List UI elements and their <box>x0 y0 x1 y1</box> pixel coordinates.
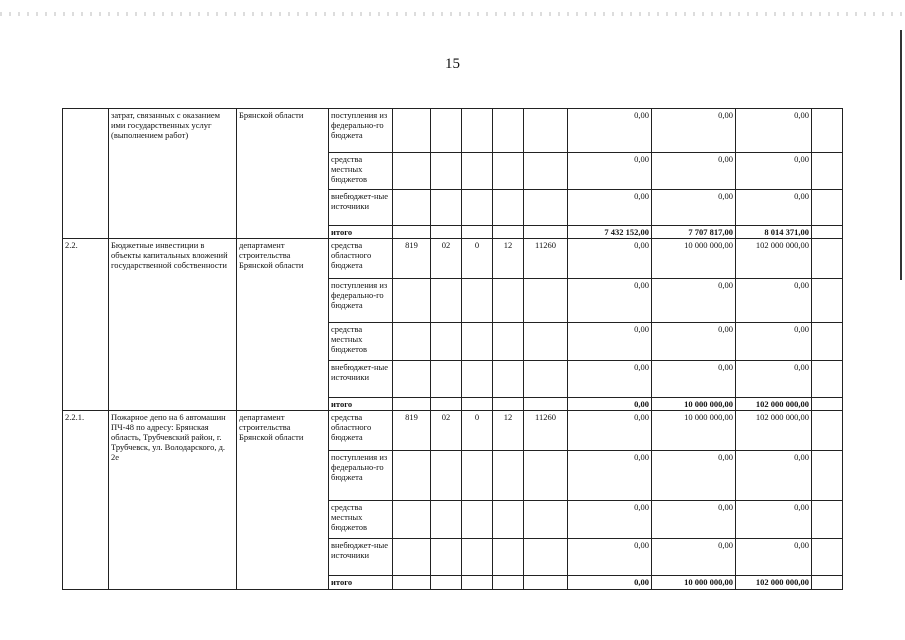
amount-year-3: 0,00 <box>736 190 812 226</box>
amount-year-1: 0,00 <box>568 239 652 279</box>
grbs-code <box>393 451 431 501</box>
item-number <box>63 109 109 239</box>
program-code <box>493 190 524 226</box>
section-code <box>431 153 462 190</box>
amount-year-1: 0,00 <box>568 323 652 361</box>
table-row <box>63 239 843 279</box>
section-code <box>431 501 462 539</box>
section-code <box>431 451 462 501</box>
notes-cell <box>812 451 843 501</box>
section-code <box>431 109 462 153</box>
section-code <box>431 361 462 398</box>
amount-year-2: 10 000 000,00 <box>652 398 736 411</box>
grbs-code <box>393 226 431 239</box>
amount-year-3: 0,00 <box>736 109 812 153</box>
program-code <box>493 451 524 501</box>
subsection-code: 0 <box>462 239 493 279</box>
program-code <box>493 226 524 239</box>
notes-cell <box>812 190 843 226</box>
subsection-code <box>462 501 493 539</box>
grbs-code <box>393 539 431 576</box>
notes-cell <box>812 576 843 590</box>
subsection-code <box>462 451 493 501</box>
amount-year-1: 7 432 152,00 <box>568 226 652 239</box>
executor: Брянской области <box>237 109 329 239</box>
item-name: затрат, связанных с оказанием ими государственных услуг (выполнением работ) <box>109 109 237 239</box>
section-code <box>431 190 462 226</box>
notes-cell <box>812 226 843 239</box>
grbs-code <box>393 576 431 590</box>
amount-year-2: 7 707 817,00 <box>652 226 736 239</box>
grbs-code <box>393 109 431 153</box>
amount-year-1: 0,00 <box>568 109 652 153</box>
amount-year-2: 0,00 <box>652 323 736 361</box>
amount-year-3: 102 000 000,00 <box>736 239 812 279</box>
item-number: 2.2. <box>63 239 109 411</box>
amount-year-1: 0,00 <box>568 279 652 323</box>
program-code <box>493 323 524 361</box>
program-code: 12 <box>493 411 524 451</box>
subsection-code <box>462 576 493 590</box>
program-code: 12 <box>493 239 524 279</box>
grbs-code <box>393 279 431 323</box>
item-name: Бюджетные инвестиции в объекты капитальных вложений государственной собственности <box>109 239 237 411</box>
budget-table-body <box>63 109 843 590</box>
amount-year-3: 102 000 000,00 <box>736 576 812 590</box>
subsection-code <box>462 398 493 411</box>
notes-cell <box>812 398 843 411</box>
funding-source: средства областного бюджета <box>329 411 393 451</box>
funding-source: поступления из федерально-го бюджета <box>329 109 393 153</box>
amount-year-1: 0,00 <box>568 451 652 501</box>
budget-table <box>62 108 843 590</box>
section-code <box>431 576 462 590</box>
grbs-code <box>393 190 431 226</box>
item-number: 2.2.1. <box>63 411 109 590</box>
funding-source: средства местных бюджетов <box>329 153 393 190</box>
amount-year-2: 10 000 000,00 <box>652 576 736 590</box>
amount-year-3: 0,00 <box>736 501 812 539</box>
amount-year-3: 0,00 <box>736 539 812 576</box>
subsection-code: 0 <box>462 411 493 451</box>
target-code <box>524 190 568 226</box>
program-code <box>493 576 524 590</box>
funding-source: внебюджет-ные источники <box>329 361 393 398</box>
amount-year-1: 0,00 <box>568 361 652 398</box>
target-code: 11260 <box>524 239 568 279</box>
grbs-code <box>393 323 431 361</box>
subsection-code <box>462 226 493 239</box>
subsection-code <box>462 109 493 153</box>
grbs-code <box>393 361 431 398</box>
notes-cell <box>812 539 843 576</box>
amount-year-3: 102 000 000,00 <box>736 411 812 451</box>
funding-source: поступления из федерально-го бюджета <box>329 451 393 501</box>
program-code <box>493 539 524 576</box>
total-label: итого <box>329 576 393 590</box>
section-code <box>431 323 462 361</box>
amount-year-1: 0,00 <box>568 190 652 226</box>
amount-year-2: 0,00 <box>652 539 736 576</box>
amount-year-3: 8 014 371,00 <box>736 226 812 239</box>
grbs-code <box>393 153 431 190</box>
section-code <box>431 226 462 239</box>
section-code: 02 <box>431 411 462 451</box>
notes-cell <box>812 411 843 451</box>
target-code <box>524 501 568 539</box>
executor: департамент строительства Брянской области <box>237 411 329 590</box>
subsection-code <box>462 361 493 398</box>
amount-year-3: 0,00 <box>736 279 812 323</box>
program-code <box>493 153 524 190</box>
section-code <box>431 279 462 323</box>
target-code <box>524 279 568 323</box>
amount-year-1: 0,00 <box>568 398 652 411</box>
grbs-code <box>393 501 431 539</box>
notes-cell <box>812 153 843 190</box>
program-code <box>493 361 524 398</box>
total-label: итого <box>329 226 393 239</box>
target-code <box>524 109 568 153</box>
amount-year-1: 0,00 <box>568 501 652 539</box>
target-code <box>524 576 568 590</box>
subsection-code <box>462 279 493 323</box>
grbs-code: 819 <box>393 411 431 451</box>
amount-year-2: 0,00 <box>652 190 736 226</box>
funding-source: средства местных бюджетов <box>329 501 393 539</box>
target-code <box>524 451 568 501</box>
program-code <box>493 501 524 539</box>
notes-cell <box>812 501 843 539</box>
notes-cell <box>812 279 843 323</box>
subsection-code <box>462 539 493 576</box>
target-code <box>524 226 568 239</box>
total-label: итого <box>329 398 393 411</box>
program-code <box>493 398 524 411</box>
funding-source: внебюджет-ные источники <box>329 539 393 576</box>
scan-artifact-top <box>0 12 905 16</box>
amount-year-2: 0,00 <box>652 279 736 323</box>
section-code <box>431 398 462 411</box>
amount-year-1: 0,00 <box>568 539 652 576</box>
target-code <box>524 361 568 398</box>
amount-year-1: 0,00 <box>568 576 652 590</box>
notes-cell <box>812 361 843 398</box>
target-code <box>524 539 568 576</box>
target-code: 11260 <box>524 411 568 451</box>
target-code <box>524 398 568 411</box>
executor: департамент строительства Брянской области <box>237 239 329 411</box>
funding-source: поступления из федерально-го бюджета <box>329 279 393 323</box>
amount-year-3: 0,00 <box>736 361 812 398</box>
target-code <box>524 153 568 190</box>
grbs-code <box>393 398 431 411</box>
funding-source: внебюджет-ные источники <box>329 190 393 226</box>
notes-cell <box>812 239 843 279</box>
section-code <box>431 539 462 576</box>
amount-year-2: 0,00 <box>652 109 736 153</box>
subsection-code <box>462 323 493 361</box>
amount-year-3: 0,00 <box>736 323 812 361</box>
amount-year-1: 0,00 <box>568 153 652 190</box>
funding-source: средства областного бюджета <box>329 239 393 279</box>
amount-year-2: 0,00 <box>652 501 736 539</box>
amount-year-2: 10 000 000,00 <box>652 411 736 451</box>
target-code <box>524 323 568 361</box>
amount-year-2: 0,00 <box>652 361 736 398</box>
program-code <box>493 109 524 153</box>
section-code: 02 <box>431 239 462 279</box>
notes-cell <box>812 323 843 361</box>
notes-cell <box>812 109 843 153</box>
page-number: 15 <box>445 56 460 72</box>
amount-year-2: 0,00 <box>652 153 736 190</box>
subsection-code <box>462 190 493 226</box>
subsection-code <box>462 153 493 190</box>
item-name: Пожарное депо на 6 автомашин ПЧ-48 по адресу: Брянская область, Трубчевский район, г. Трубчевск, ул. Володарского, д. 2е <box>109 411 237 590</box>
program-code <box>493 279 524 323</box>
amount-year-3: 0,00 <box>736 153 812 190</box>
amount-year-3: 102 000 000,00 <box>736 398 812 411</box>
amount-year-3: 0,00 <box>736 451 812 501</box>
amount-year-2: 0,00 <box>652 451 736 501</box>
amount-year-1: 0,00 <box>568 411 652 451</box>
table-row <box>63 109 843 153</box>
amount-year-2: 10 000 000,00 <box>652 239 736 279</box>
grbs-code: 819 <box>393 239 431 279</box>
funding-source: средства местных бюджетов <box>329 323 393 361</box>
table-row <box>63 411 843 451</box>
